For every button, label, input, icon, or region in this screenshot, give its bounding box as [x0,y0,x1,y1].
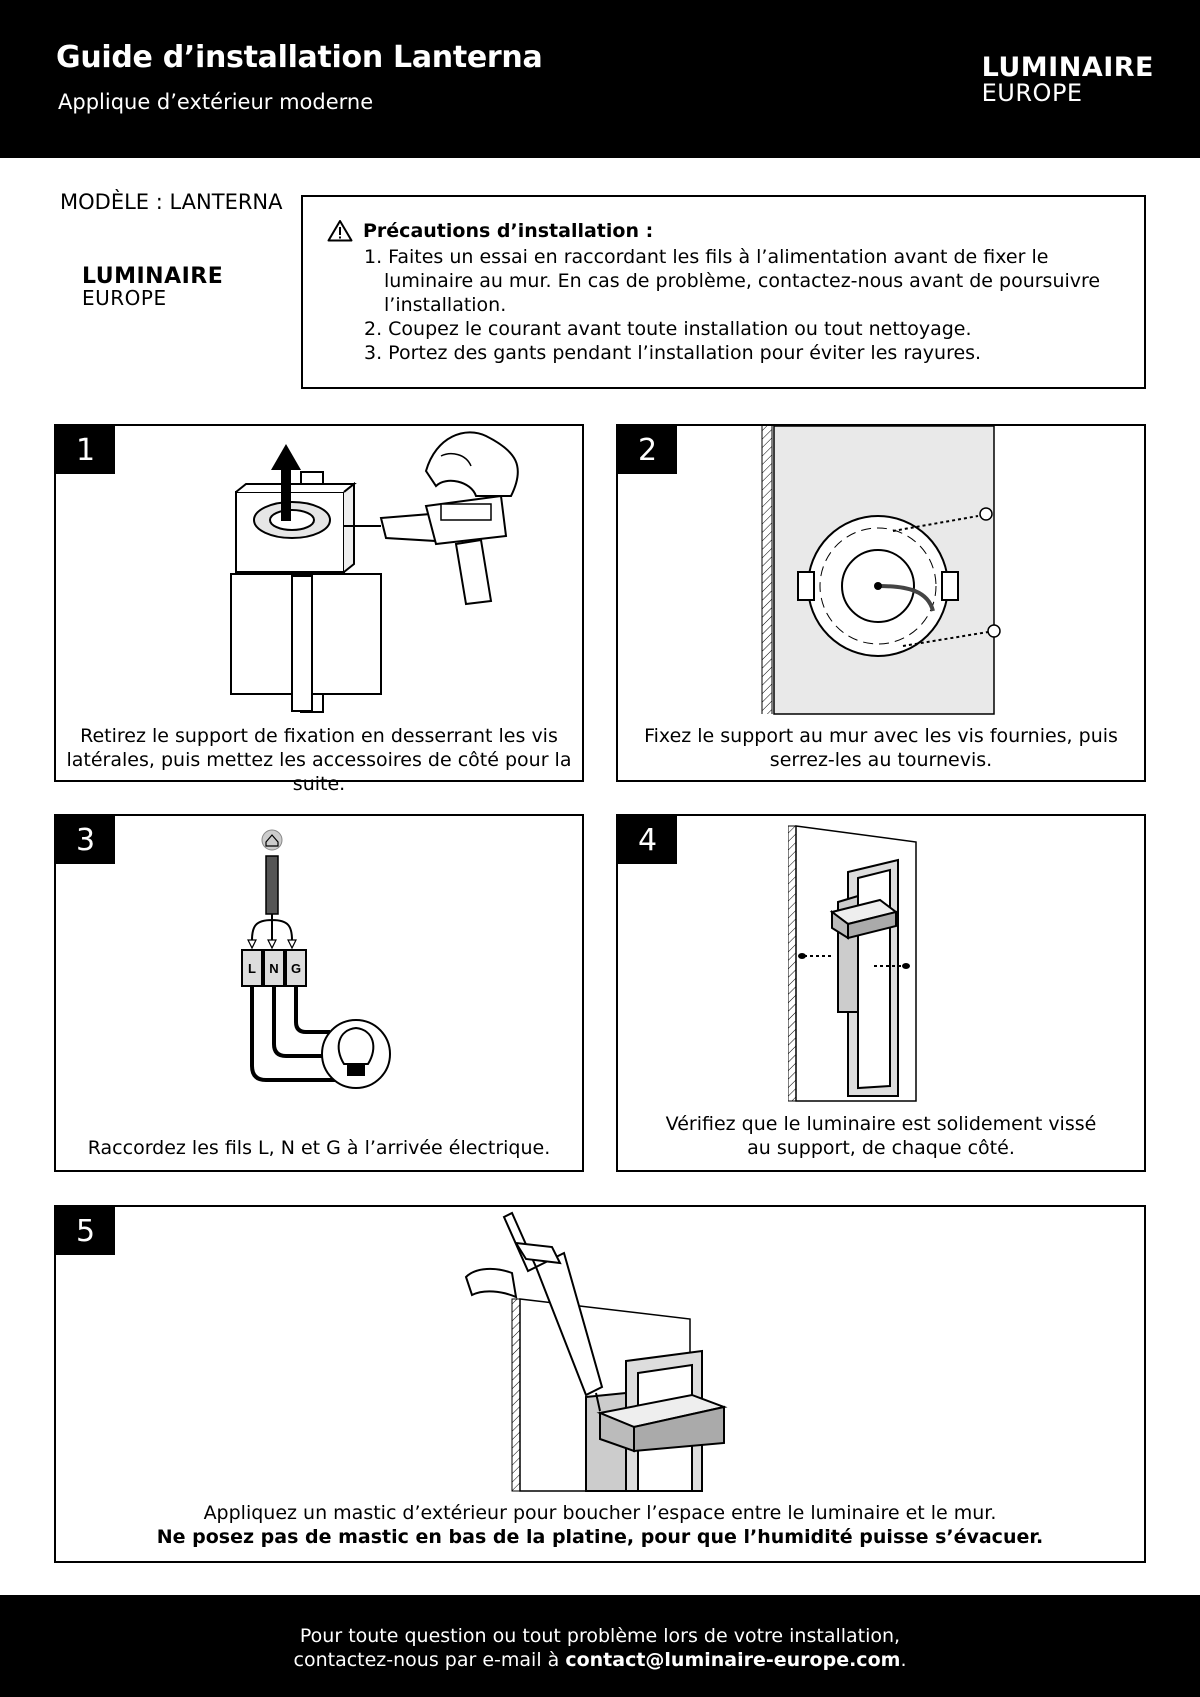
caption-line: Fixez le support au mur avec les vis fournies, puis [644,725,1118,747]
step-caption [56,1501,1144,1549]
warning-triangle-icon [327,219,353,242]
brand-name-line1: LUMINAIRE [981,52,1154,83]
step-caption [618,724,1144,772]
step-number: 1 [56,426,115,474]
brand-name-line2: EUROPE [82,286,167,310]
footer-contact-prefix: contactez-nous par e-mail à [293,1649,566,1671]
step-number: 4 [618,816,677,864]
footer-line: Pour toute question ou tout problème lors de votre installation, [299,1625,901,1647]
contact-email-link[interactable]: contact@luminaire-europe.com [565,1649,901,1671]
caption-line: serrez-les au tournevis. [769,749,993,771]
precaution-item: 1. Faites un essai en raccordant les fils à l’alimentation avant de fixer le luminaire au mur. En cas de problème, contactez-nous avant de poursuivre l’installation. [364,246,1101,316]
model-label: MODÈLE : LANTERNA [60,190,283,214]
step-panel-4 [616,814,1146,1172]
precaution-item: 3. Portez des gants pendant l’installation pour éviter les rayures. [364,342,982,364]
precautions-box [301,195,1146,389]
footer-contact-suffix: . [900,1649,907,1671]
caption-line: Appliquez un mastic d’extérieur pour boucher l’espace entre le luminaire et le mur. [203,1502,997,1524]
remove-bracket-illustration [226,426,586,716]
caption-line: Raccordez les fils L, N et G à l’arrivée électrique. [87,1137,551,1159]
caption-line: latérales, puis mettez les accessoires de côté pour la suite. [66,749,572,795]
header-brand-logo [982,54,1154,105]
footer-line [0,1648,1200,1672]
apply-sealant-illustration [456,1207,786,1492]
brand-name-line1: LUMINAIRE [82,264,224,289]
mount-bracket-illustration [758,426,1018,716]
step-number: 2 [618,426,677,474]
caption-line: Vérifiez que le luminaire est solidement vissé [665,1113,1097,1135]
precaution-item: 2. Coupez le courant avant toute installation ou tout nettoyage. [364,318,972,340]
check-fixture-illustration [788,816,988,1106]
step-number: 5 [56,1207,115,1255]
wire-label-g: G [290,961,302,976]
precautions-heading: Précautions d’installation : [363,219,654,242]
side-brand-logo [82,266,223,308]
wire-label-n: N [269,961,279,976]
document-subtitle: Applique d’extérieur moderne [58,90,374,114]
step-panel-2 [616,424,1146,782]
caption-warning: Ne posez pas de mastic en bas de la platine, pour que l’humidité puisse s’évacuer. [156,1526,1044,1548]
caption-line: Retirez le support de fixation en desserrant les vis [80,725,558,747]
precautions-list [364,245,1122,365]
wire-label-l: L [248,961,256,976]
header-bar [0,0,1200,158]
step-panel-1 [54,424,584,795]
step-panel-5 [54,1205,1146,1563]
footer-bar [0,1595,1200,1697]
wiring-diagram [226,816,456,1116]
step-number: 3 [56,816,115,864]
step-caption [56,724,582,796]
document-title: Guide d’installation Lanterna [56,40,543,75]
step-caption [618,1112,1144,1160]
brand-name-line2: EUROPE [981,79,1083,107]
step-caption [56,1136,582,1160]
caption-line: au support, de chaque côté. [747,1137,1015,1159]
step-panel-3 [54,814,584,1172]
